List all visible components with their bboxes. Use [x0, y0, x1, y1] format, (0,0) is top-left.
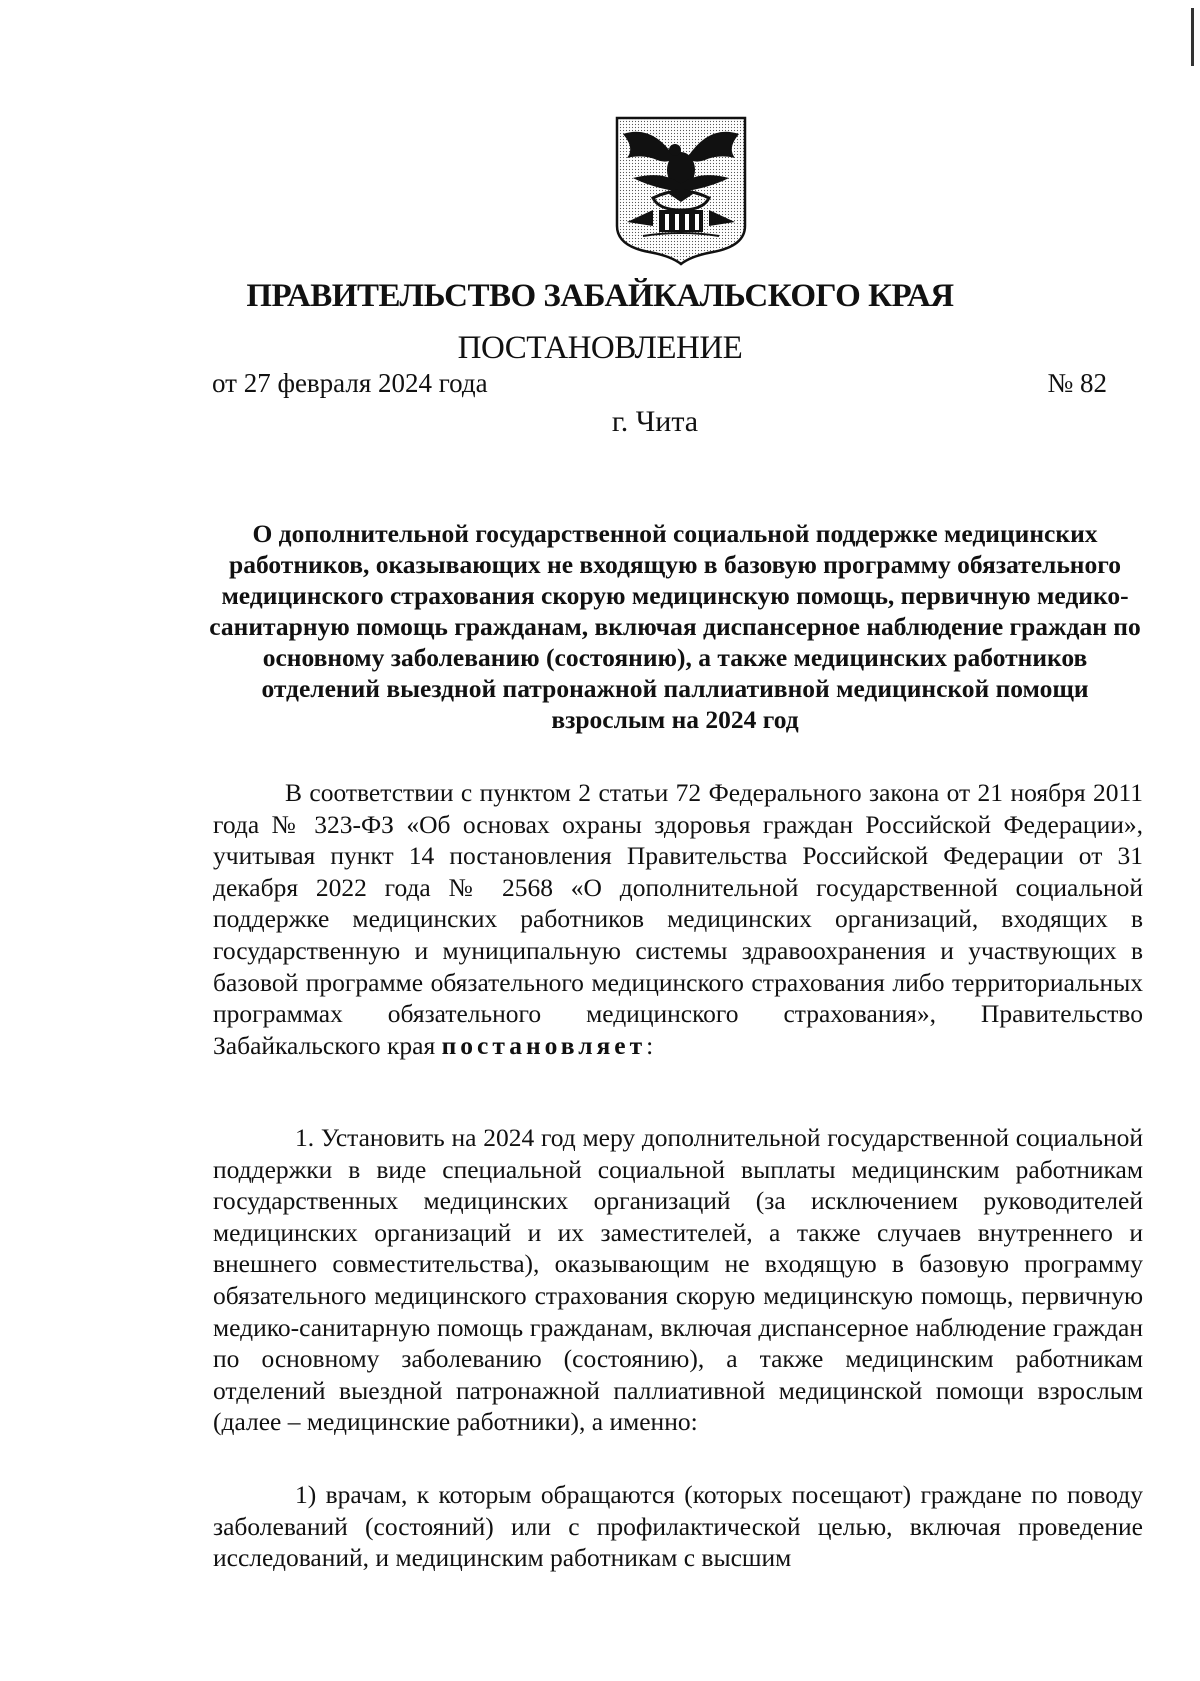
- coat-of-arms-icon: [613, 114, 749, 266]
- document-city: г. Чита: [611, 405, 699, 438]
- document-type-title: ПОСТАНОВЛЕНИЕ: [457, 330, 743, 366]
- document-number: № 82: [1047, 368, 1107, 398]
- government-title: ПРАВИТЕЛЬСТВО ЗАБАЙКАЛЬСКОГО КРАЯ: [246, 278, 954, 314]
- paragraph-item-1: 1. Установить на 2024 год меру дополнительной государственной социальной поддержки в виде специальной социальной выплаты медицинским работникам государственных медицинских организаций (за исключением руководителей медицинских организаций и их заместителей, а также случаев внутреннего и внешнего совместительства), оказывающим не входящую в базовую программу обязательного медицинского страхования скорую медицинскую помощь, первичную медико-санитарную помощь гражданам, включая диспансерное наблюдение граждан по основному заболеванию (состоянию), а также медицинским работникам отделений выездной патронажной паллиативной медицинской помощи взрослым (далее – медицинские работники), а именно:: [213, 1123, 1143, 1437]
- document-heading: О дополнительной государственной социальной поддержке медицинских работников, оказывающих не входящую в базовую программу обязательного медицинского страхования скорую медицинскую помощь, первичную медико-санитарную помощь гражданам, включая диспансерное наблюдение граждан по основному заболеванию (состоянию), а также медицинских работников отделений выездной патронажной паллиативной медицинской помощи взрослым на 2024 год: [209, 519, 1141, 734]
- document-date: от 27 февраля 2024 года: [212, 368, 488, 398]
- preamble-emphasis: постановляет: [441, 1030, 647, 1060]
- paragraph-subitem-1: 1) врачам, к которым обращаются (которых посещают) граждане по поводу заболеваний (состояний) или с профилактической целью, включая проведение исследований, и медицинским работникам с высшим: [213, 1480, 1143, 1573]
- preamble-paragraph: [213, 777, 1143, 1061]
- scan-edge-mark: [1191, 8, 1194, 66]
- preamble-end: :: [646, 1030, 654, 1060]
- preamble-text: В соответствии с пунктом 2 статьи 72 Федерального закона от 21 ноября 2011 года № 323-ФЗ «Об основах охраны здоровья граждан Российской Федерации», учитывая пункт 14 постановления Правительства Российской Федерации от 31 декабря 2022 года № 2568 «О дополнительной государственной социальной поддержке медицинских работников медицинских организаций, входящих в государственную и муниципальную системы здравоохранения и участвующих в базовой программе обязательного медицинского страхования либо территориальных программах обязательного медицинского страхования», Правительство Забайкальского края: [213, 778, 1143, 1060]
